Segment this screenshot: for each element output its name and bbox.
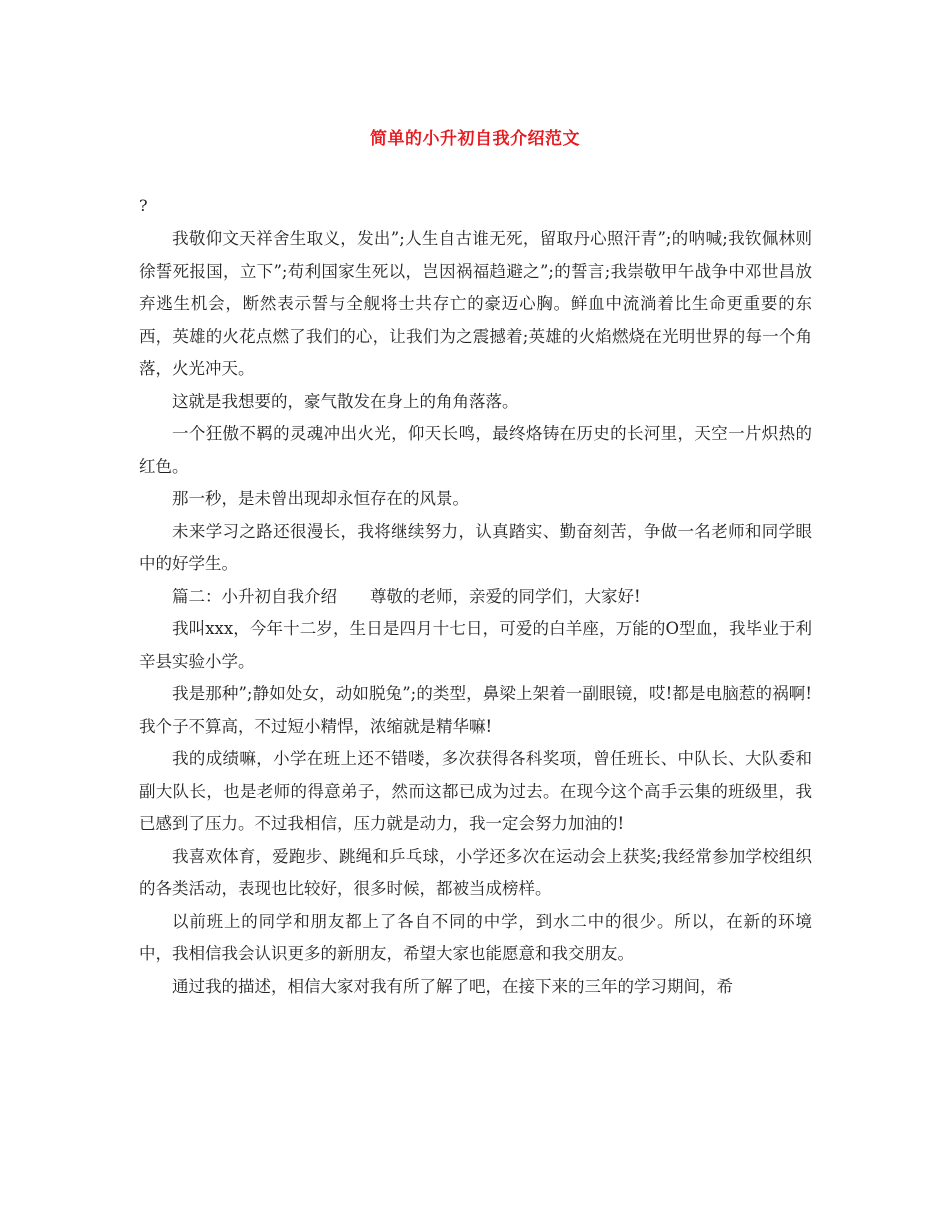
paragraph: 未来学习之路还很漫长，我将继续努力，认真踏实、勤奋刻苦，争做一名老师和同学眼中的好学生。 [139, 521, 812, 573]
paragraph: 我叫xxx，今年十二岁，生日是四月十七日，可爱的白羊座，万能的O型血，我毕业于利辛县实验小学。 [139, 619, 812, 671]
paragraph: 以前班上的同学和朋友都上了各自不同的中学，到水二中的很少。所以，在新的环境中，我相信我会认识更多的新朋友，希望大家也能愿意和我交朋友。 [139, 911, 812, 963]
paragraph: 一个狂傲不羁的灵魂冲出火光，仰天长鸣，最终烙铸在历史的长河里，天空一片炽热的红色。 [139, 424, 812, 476]
document-body [139, 223, 812, 1003]
paragraph: 我敬仰文天祥舍生取义，发出”;人生自古谁无死，留取丹心照汗青”;的呐喊;我钦佩林则徐誓死报国，立下”;苟利国家生死以，岂因祸福趋避之”;的誓言;我崇敬甲午战争中邓世昌放弃逃生机会，断然表示誓与全舰将士共存亡的豪迈心胸。鲜血中流淌着比生命更重要的东西，英雄的火花点燃了我们的心，让我们为之震撼着;英雄的火焰燃烧在光明世界的每一个角落，火光冲天。 [139, 229, 812, 378]
question-mark-marker: ? [139, 196, 148, 215]
paragraph: 篇二：小升初自我介绍 尊敬的老师，亲爱的同学们，大家好! [172, 586, 641, 606]
paragraph: 通过我的描述，相信大家对我有所了解了吧，在接下来的三年的学习期间，希 [172, 976, 733, 996]
paragraph: 我的成绩嘛，小学在班上还不错喽，多次获得各科奖项，曾任班长、中队长、大队委和副大队长，也是老师的得意弟子，然而这都已成为过去。在现今这个高手云集的班级里，我已感到了压力。不过我相信，压力就是动力，我一定会努力加油的! [139, 749, 812, 833]
paragraph: 我喜欢体育，爱跑步、跳绳和乒乓球，小学还多次在运动会上获奖;我经常参加学校组织的各类活动，表现也比较好，很多时候，都被当成榜样。 [139, 846, 812, 898]
paragraph: 我是那种”;静如处女，动如脱兔”;的类型，鼻梁上架着一副眼镜，哎!都是电脑惹的祸啊!我个子不算高，不过短小精悍，浓缩就是精华嘛! [139, 684, 812, 736]
page-title: 简单的小升初自我介绍范文 [370, 129, 580, 149]
paragraph: 这就是我想要的，豪气散发在身上的角角落落。 [172, 391, 519, 411]
paragraph: 那一秒，是未曾出现却永恒存在的风景。 [172, 489, 469, 508]
